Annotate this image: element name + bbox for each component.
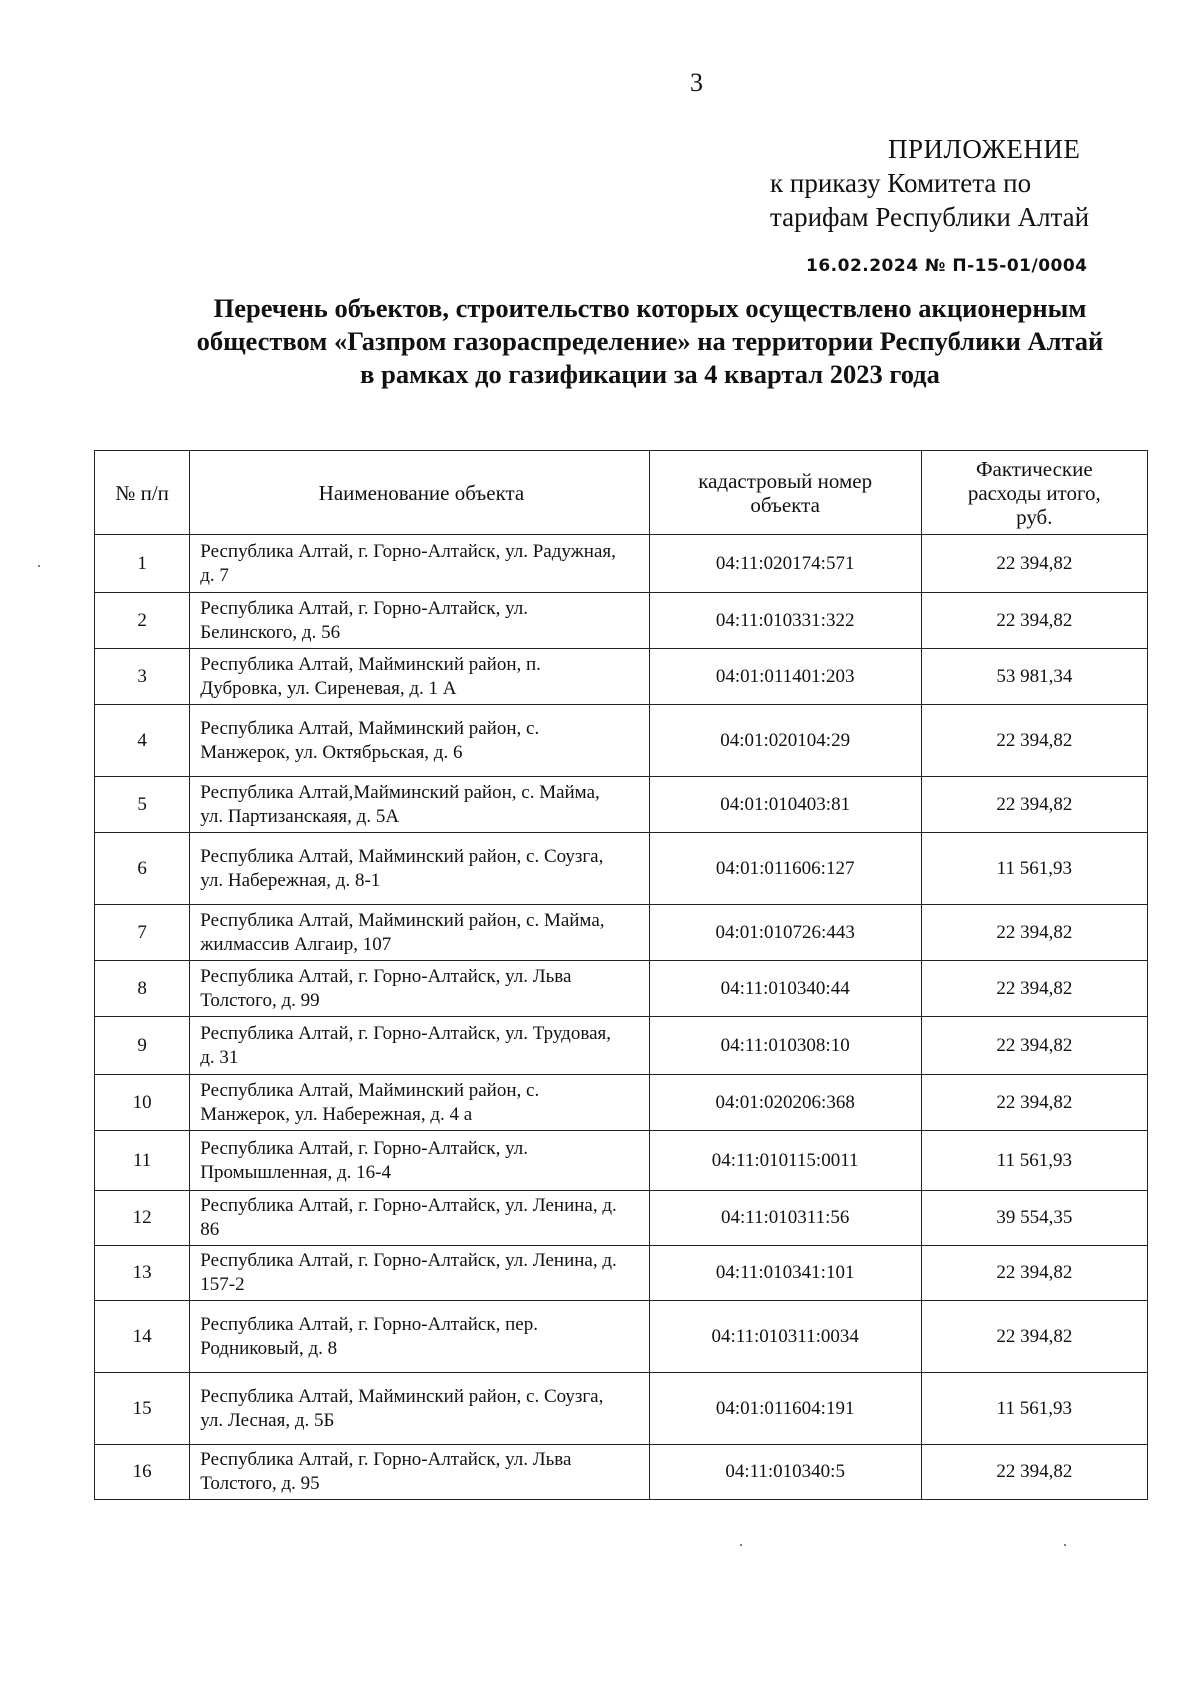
cell-num: 3 bbox=[95, 649, 190, 705]
cell-name bbox=[190, 905, 649, 961]
cell-cadastral: 04:11:010340:5 bbox=[649, 1445, 921, 1500]
table-row bbox=[95, 705, 1148, 777]
table-row bbox=[95, 777, 1148, 833]
cell-cadastral: 04:11:010311:56 bbox=[649, 1191, 921, 1246]
table-row bbox=[95, 961, 1148, 1017]
cell-name-line: Республика Алтай, Майминский район, с. Соузга, bbox=[200, 1385, 604, 1407]
cell-name-line: Республика Алтай, г. Горно-Алтайск, ул. Льва bbox=[200, 965, 572, 987]
appendix-title: ПРИЛОЖЕНИЕ bbox=[888, 134, 1081, 164]
table-row bbox=[95, 1075, 1148, 1131]
cell-cost: 22 394,82 bbox=[921, 705, 1147, 777]
cell-name bbox=[190, 1131, 649, 1191]
header-cost bbox=[921, 451, 1147, 535]
cell-name-line: Дубровка, ул. Сиреневая, д. 1 А bbox=[200, 677, 457, 699]
table-row bbox=[95, 1131, 1148, 1191]
table-header-row bbox=[95, 451, 1148, 535]
appendix-block bbox=[770, 132, 1089, 234]
title-line: в рамках до газификации за 4 квартал 2023 года bbox=[360, 359, 940, 389]
cell-name-line: Манжерок, ул. Набережная, д. 4 а bbox=[200, 1103, 473, 1125]
cell-cadastral: 04:11:010308:10 bbox=[649, 1017, 921, 1075]
cell-cadastral: 04:11:020174:571 bbox=[649, 535, 921, 593]
cell-name bbox=[190, 649, 649, 705]
table-row bbox=[95, 593, 1148, 649]
title-line: Перечень объектов, строительство которых осуществлено акционерным bbox=[213, 293, 1087, 323]
cell-name bbox=[190, 1017, 649, 1075]
table-row bbox=[95, 1191, 1148, 1246]
cell-cost: 53 981,34 bbox=[921, 649, 1147, 705]
document-title bbox=[150, 292, 1150, 391]
cell-name-line: Белинского, д. 56 bbox=[200, 621, 341, 643]
cell-cadastral: 04:01:020206:368 bbox=[649, 1075, 921, 1131]
cell-cadastral: 04:11:010341:101 bbox=[649, 1246, 921, 1301]
cell-num: 15 bbox=[95, 1373, 190, 1445]
cell-cost: 11 561,93 bbox=[921, 1373, 1147, 1445]
header-cadastral bbox=[649, 451, 921, 535]
header-name: Наименование объекта bbox=[190, 451, 649, 535]
cell-name-line: Республика Алтай,Майминский район, с. Майма, bbox=[200, 781, 600, 803]
cell-name-line: Родниковый, д. 8 bbox=[200, 1337, 338, 1359]
cell-name-line: Республика Алтай, Майминский район, с. bbox=[200, 1079, 540, 1101]
table-row bbox=[95, 1373, 1148, 1445]
table-row bbox=[95, 535, 1148, 593]
page-number: 3 bbox=[690, 68, 703, 97]
cell-name-line: Республика Алтай, г. Горно-Алтайск, ул. bbox=[200, 1137, 528, 1159]
cell-cadastral: 04:11:010311:0034 bbox=[649, 1301, 921, 1373]
cell-name bbox=[190, 777, 649, 833]
cell-num: 12 bbox=[95, 1191, 190, 1246]
cell-cadastral: 04:01:010726:443 bbox=[649, 905, 921, 961]
cell-num: 8 bbox=[95, 961, 190, 1017]
table-row bbox=[95, 1017, 1148, 1075]
cell-name-line: Промышленная, д. 16-4 bbox=[200, 1161, 391, 1183]
cell-cadastral: 04:01:011401:203 bbox=[649, 649, 921, 705]
cell-name-line: Республика Алтай, г. Горно-Алтайск, ул. Радужная, bbox=[200, 540, 616, 562]
cell-num: 6 bbox=[95, 833, 190, 905]
cell-name bbox=[190, 833, 649, 905]
table-row bbox=[95, 1445, 1148, 1500]
cell-name bbox=[190, 535, 649, 593]
cell-cadastral: 04:01:020104:29 bbox=[649, 705, 921, 777]
cell-cadastral: 04:01:011604:191 bbox=[649, 1373, 921, 1445]
cell-cost: 11 561,93 bbox=[921, 1131, 1147, 1191]
header-cost-line: руб. bbox=[1016, 504, 1053, 529]
cell-name-line: Республика Алтай, г. Горно-Алтайск, пер. bbox=[200, 1313, 538, 1335]
cell-cost: 22 394,82 bbox=[921, 593, 1147, 649]
cell-name bbox=[190, 1445, 649, 1500]
cell-name-line: Республика Алтай, Майминский район, с. Соузга, bbox=[200, 845, 604, 867]
cell-name-line: ул. Лесная, д. 5Б bbox=[200, 1409, 335, 1431]
cell-name-line: жилмассив Алгаир, 107 bbox=[200, 933, 392, 955]
cell-name-line: ул. Партизанскаяя, д. 5А bbox=[200, 805, 400, 827]
scan-speck bbox=[38, 565, 40, 567]
table-row bbox=[95, 905, 1148, 961]
cell-name-line: Республика Алтай, Майминский район, с. bbox=[200, 717, 540, 739]
table-row bbox=[95, 1301, 1148, 1373]
cell-name-line: Республика Алтай, Майминский район, п. bbox=[200, 653, 541, 675]
cell-cost: 22 394,82 bbox=[921, 1017, 1147, 1075]
cell-name-line: д. 7 bbox=[200, 564, 229, 586]
header-cadastral-line: кадастровый номер bbox=[698, 468, 873, 493]
cell-name-line: Манжерок, ул. Октябрьская, д. 6 bbox=[200, 741, 463, 763]
cell-cost: 39 554,35 bbox=[921, 1191, 1147, 1246]
cell-cost: 22 394,82 bbox=[921, 777, 1147, 833]
cell-cadastral: 04:11:010331:322 bbox=[649, 593, 921, 649]
cell-name-line: ул. Набережная, д. 8-1 bbox=[200, 869, 381, 891]
cell-cadastral: 04:11:010340:44 bbox=[649, 961, 921, 1017]
objects-table bbox=[94, 450, 1148, 1500]
cell-cost: 22 394,82 bbox=[921, 1246, 1147, 1301]
cell-num: 2 bbox=[95, 593, 190, 649]
cell-cost: 22 394,82 bbox=[921, 905, 1147, 961]
cell-name bbox=[190, 1075, 649, 1131]
cell-name bbox=[190, 1301, 649, 1373]
cell-name bbox=[190, 1246, 649, 1301]
cell-name-line: Республика Алтай, г. Горно-Алтайск, ул. Ленина, д. bbox=[200, 1250, 617, 1271]
scan-speck bbox=[740, 1544, 742, 1546]
scan-speck bbox=[1064, 1544, 1066, 1546]
cell-name-line: Республика Алтай, г. Горно-Алтайск, ул. bbox=[200, 597, 528, 619]
cell-name-line: Республика Алтай, г. Горно-Алтайск, ул. Трудовая, bbox=[200, 1022, 611, 1044]
cell-name-line: 86 bbox=[200, 1219, 220, 1240]
cell-name-line: Республика Алтай, г. Горно-Алтайск, ул. Льва bbox=[200, 1449, 572, 1470]
cell-num: 11 bbox=[95, 1131, 190, 1191]
cell-cadastral: 04:01:010403:81 bbox=[649, 777, 921, 833]
cell-num: 16 bbox=[95, 1445, 190, 1500]
header-cost-line: расходы итого, bbox=[967, 480, 1101, 505]
cell-num: 13 bbox=[95, 1246, 190, 1301]
cell-cost: 22 394,82 bbox=[921, 961, 1147, 1017]
cell-cost: 11 561,93 bbox=[921, 833, 1147, 905]
cell-name bbox=[190, 961, 649, 1017]
header-num: № п/п bbox=[95, 451, 190, 535]
title-line: обществом «Газпром газораспределение» на территории Республики Алтай bbox=[196, 326, 1104, 356]
cell-cadastral: 04:11:010115:0011 bbox=[649, 1131, 921, 1191]
cell-num: 1 bbox=[95, 535, 190, 593]
cell-cadastral: 04:01:011606:127 bbox=[649, 833, 921, 905]
cell-cost: 22 394,82 bbox=[921, 1301, 1147, 1373]
cell-cost: 22 394,82 bbox=[921, 1075, 1147, 1131]
cell-name-line: д. 31 bbox=[200, 1046, 239, 1068]
header-cadastral-line: объекта bbox=[750, 492, 820, 517]
cell-name-line: Республика Алтай, Майминский район, с. Майма, bbox=[200, 909, 605, 931]
cell-num: 7 bbox=[95, 905, 190, 961]
cell-name bbox=[190, 593, 649, 649]
table-row bbox=[95, 833, 1148, 905]
appendix-line: к приказу Комитета по bbox=[770, 168, 1032, 198]
cell-num: 4 bbox=[95, 705, 190, 777]
cell-num: 5 bbox=[95, 777, 190, 833]
cell-name bbox=[190, 705, 649, 777]
order-reference: 16.02.2024 № П-15-01/0004 bbox=[806, 256, 1088, 276]
table-row bbox=[95, 1246, 1148, 1301]
cell-name-line: Республика Алтай, г. Горно-Алтайск, ул. Ленина, д. bbox=[200, 1195, 617, 1216]
cell-num: 14 bbox=[95, 1301, 190, 1373]
cell-num: 10 bbox=[95, 1075, 190, 1131]
table-row bbox=[95, 649, 1148, 705]
appendix-line: тарифам Республики Алтай bbox=[770, 202, 1090, 232]
header-cost-line: Фактические bbox=[975, 456, 1093, 481]
cell-name-line: Толстого, д. 99 bbox=[200, 989, 320, 1011]
cell-name-line: 157-2 bbox=[200, 1274, 245, 1295]
cell-cost: 22 394,82 bbox=[921, 535, 1147, 593]
cell-cost: 22 394,82 bbox=[921, 1445, 1147, 1500]
cell-name bbox=[190, 1191, 649, 1246]
cell-name-line: Толстого, д. 95 bbox=[200, 1473, 320, 1494]
cell-num: 9 bbox=[95, 1017, 190, 1075]
cell-name bbox=[190, 1373, 649, 1445]
